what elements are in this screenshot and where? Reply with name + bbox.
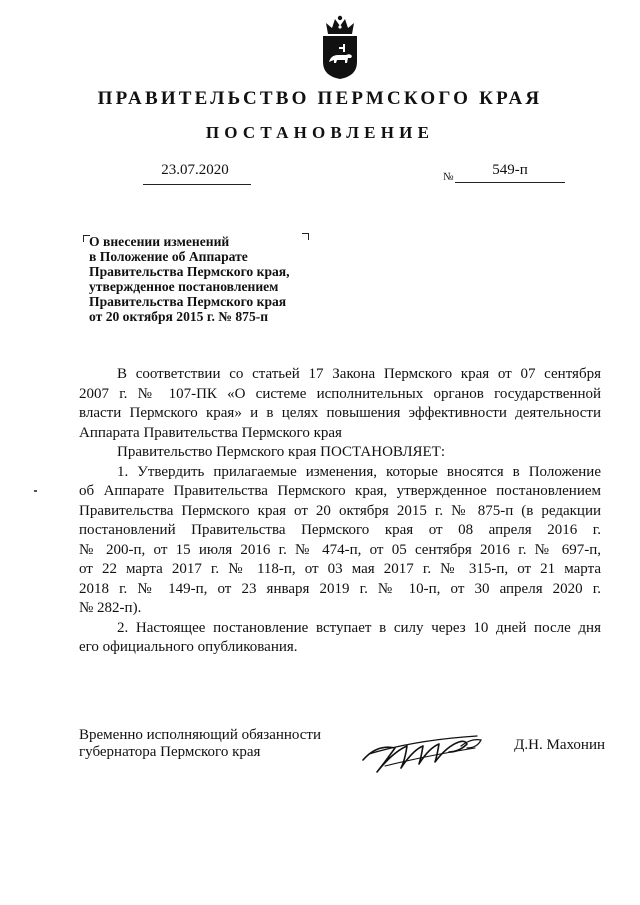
resolves-paragraph <box>79 443 601 463</box>
body-line: Аппарата Правительства Пермского края <box>79 424 342 441</box>
handwritten-signature-icon <box>355 722 495 778</box>
body-line: В соответствии со статьей 17 Закона Пермского края от 07 сентября <box>117 366 601 382</box>
coat-of-arms-icon <box>319 14 361 80</box>
body-line: Правительства Пермского края от 20 октября 2015 г. № 875-п (в редакции <box>79 502 601 519</box>
item-2-paragraph <box>79 619 601 658</box>
preamble-paragraph <box>79 365 601 443</box>
number-underline <box>455 182 565 183</box>
document-date: 23.07.2020 <box>161 162 229 178</box>
subject-line: О внесении изменений <box>89 234 230 249</box>
subject-line: утвержденное постановлением <box>89 279 279 294</box>
document-subject <box>89 234 329 324</box>
government-title: ПРАВИТЕЛЬСТВО ПЕРМСКОГО КРАЯ <box>97 88 543 109</box>
body-line: 2018 г. № 149-п, от 23 января 2019 г. № 10-п, от 30 апреля 2020 г. <box>79 580 601 597</box>
date-underline <box>143 184 251 185</box>
body-line: Правительство Пермского края ПОСТАНОВЛЯЕТ: <box>117 444 446 460</box>
body-line: № 282-п). <box>79 600 142 616</box>
signer-position <box>79 727 359 761</box>
subject-line: Правительства Пермского края <box>89 294 287 309</box>
position-line: Временно исполняющий обязанности <box>79 727 322 743</box>
document-number: 549-п <box>492 162 528 178</box>
body-line: власти Пермского края» и в целях повышения эффективности деятельности <box>79 405 601 421</box>
scan-mark <box>34 490 37 492</box>
position-line: губернатора Пермского края <box>79 744 261 760</box>
subject-line: в Положение об Аппарате <box>89 249 248 264</box>
body-line: об Аппарате Правительства Пермского края, утвержденное постановлением <box>79 483 601 499</box>
signer-name: Д.Н. Махонин <box>514 737 605 753</box>
subject-line: Правительства Пермского края, <box>89 264 290 279</box>
document-body <box>79 365 601 658</box>
item-1-paragraph <box>79 463 601 619</box>
body-line: № 200-п, от 15 июля 2016 г. № 474-п, от 05 сентября 2016 г. № 697-п, <box>79 541 601 558</box>
body-line: 2. Настоящее постановление вступает в силу через 10 дней после дня <box>117 619 601 636</box>
number-sign: № <box>443 171 454 183</box>
subject-line: от 20 октября 2015 г. № 875-п <box>89 309 269 324</box>
body-line: 1. Утвердить прилагаемые изменения, которые вносятся в Положение <box>117 463 601 480</box>
document-type: ПОСТАНОВЛЕНИЕ <box>205 123 435 142</box>
body-line: от 22 марта 2017 г. № 118-п, от 03 мая 2017 г. № 315-п, от 21 марта <box>79 561 601 577</box>
body-line: постановлений Правительства Пермского края от 08 апреля 2016 г. <box>79 522 601 538</box>
body-line: его официального опубликования. <box>79 639 298 655</box>
body-line: 2007 г. № 107-ПК «О системе исполнительных органов государственной <box>79 385 601 402</box>
